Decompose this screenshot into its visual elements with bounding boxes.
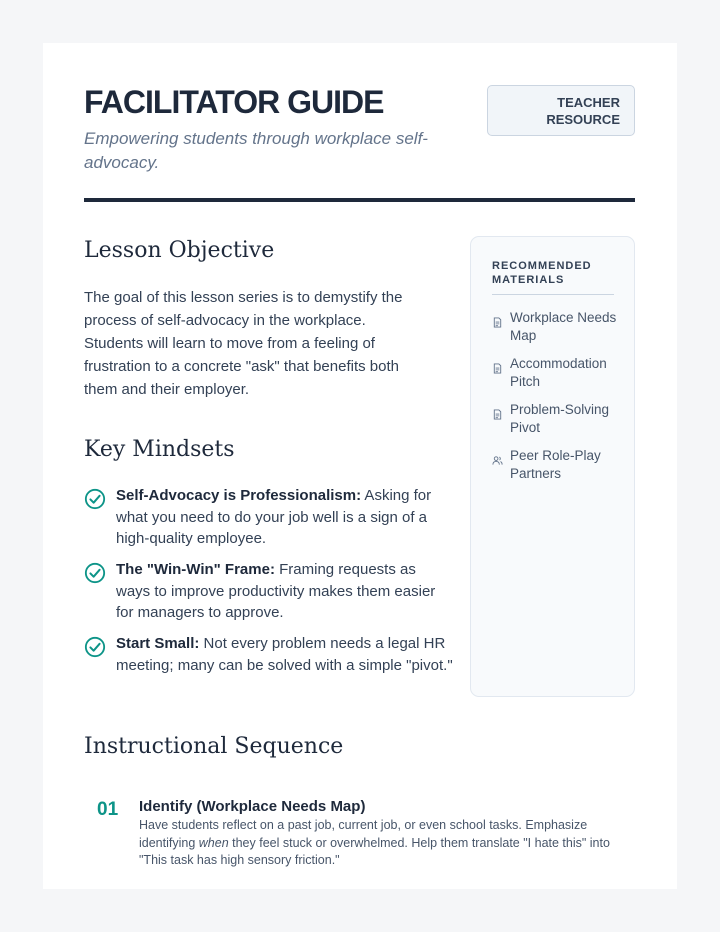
- material-label: Problem-Solving Pivot: [510, 402, 610, 435]
- sequence-heading: Instructional Sequence: [84, 734, 344, 759]
- document-icon: [492, 363, 503, 374]
- mindset-text: [116, 559, 454, 624]
- mindset-item: [84, 559, 454, 624]
- material-item-problem-solving-pivot[interactable]: [492, 401, 622, 436]
- check-circle-icon: [84, 636, 106, 658]
- mindset-description: Framing requests as ways to improve productivity makes them easier for managers to approve.: [116, 561, 436, 621]
- mindset-text: [116, 485, 454, 550]
- mindset-description: Not every problem needs a legal HR meeting; many can be solved with a simple "pivot.": [116, 635, 453, 674]
- document-icon: [492, 409, 503, 420]
- mindset-item: [84, 485, 454, 550]
- people-icon: [492, 455, 503, 466]
- material-item-workplace-needs-map[interactable]: [492, 309, 622, 344]
- objective-text: The goal of this lesson series is to demystify the process of self-advocacy in the workplace. Students will learn to move from a feeling of frustration to a concrete "ask" that benefits both them and their employer.: [84, 289, 403, 398]
- material-label: Accommodation Pitch: [510, 356, 607, 389]
- step-desc-part: they feel stuck or overwhelmed. Help them translate "I hate this" into "This task has high sensory friction.": [139, 835, 610, 867]
- check-circle-icon: [84, 562, 106, 584]
- page-title: FACILITATOR GUIDE: [84, 84, 384, 120]
- step-desc-part: Have students reflect on a past job, current job, or even school tasks. Emphasize identifying: [139, 818, 588, 850]
- step-description: [139, 817, 627, 870]
- mindset-title: Self-Advocacy is Professionalism:: [116, 487, 362, 504]
- badge-line-1: TEACHER: [557, 95, 620, 110]
- mindsets-heading: Key Mindsets: [84, 437, 235, 462]
- objective-heading: Lesson Objective: [84, 238, 275, 263]
- step-number: 01: [97, 799, 119, 820]
- mindset-text: [116, 633, 454, 676]
- material-item-peer-role-play-partners[interactable]: [492, 447, 622, 482]
- materials-sidebar: [470, 236, 635, 697]
- teacher-resource-badge: [487, 85, 635, 136]
- mindset-title: The "Win-Win" Frame:: [116, 561, 275, 578]
- document-icon: [492, 317, 503, 328]
- step-desc-emphasis: when: [198, 835, 229, 850]
- badge-line-2: RESOURCE: [546, 112, 620, 127]
- facilitator-guide-page: [43, 43, 677, 889]
- step-title: Identify (Workplace Needs Map): [139, 798, 366, 815]
- mindset-description: Asking for what you need to do your job well is a sign of a high-quality employee.: [116, 487, 432, 547]
- materials-heading: RECOMMENDED MATERIALS: [492, 259, 614, 295]
- page-subtitle: Empowering students through workplace self-advocacy.: [84, 129, 428, 172]
- material-label: Peer Role-Play Partners: [510, 448, 601, 481]
- header-divider: [84, 198, 635, 202]
- mindset-item: [84, 633, 454, 676]
- material-label: Workplace Needs Map: [510, 310, 617, 343]
- check-circle-icon: [84, 488, 106, 510]
- mindset-title: Start Small:: [116, 635, 200, 652]
- material-item-accommodation-pitch[interactable]: [492, 355, 622, 390]
